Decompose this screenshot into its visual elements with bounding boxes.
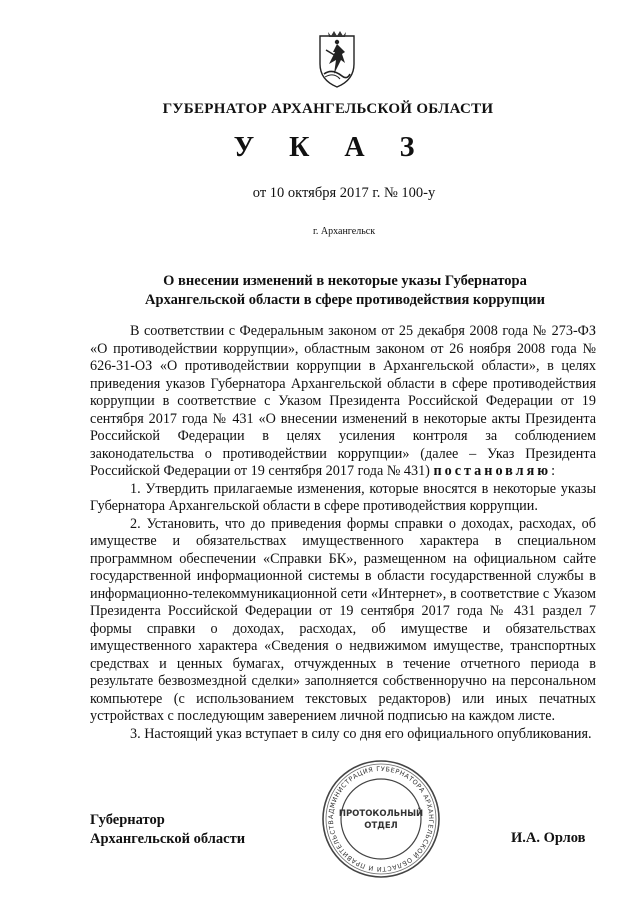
item-1: 1. Утвердить прилагаемые изменения, которые вносятся в некоторые указы Губернатора Архангельской области в сфере противодействия коррупции.: [90, 480, 596, 514]
document-subject: [100, 272, 590, 310]
stamp-center-line-2: ОТДЕЛ: [364, 821, 398, 831]
stamp-ring-text: АДМИНИСТРАЦИЯ ГУБЕРНАТОРА АРХАНГЕЛЬСКОЙ ОБЛАСТИ И ПРАВИТЕЛЬСТВ: [326, 764, 436, 874]
seal-stamp-icon: [320, 758, 442, 880]
issuer-title: ГУБЕРНАТОР АРХАНГЕЛЬСКОЙ ОБЛАСТИ: [162, 101, 494, 117]
intro-text: В соответствии с Федеральным законом от 25 декабря 2008 года № 273-ФЗ «О противодействии коррупции», областным законом от 26 ноября 2008 года № 626-31-ОЗ «О противодействии коррупции в Архангельской области», в целях приведения указов Губернатора Архангельской области в сфере противодействия коррупции в соответствие с Указом Президента Российской Федерации от 19 сентября 2017 года № 431 «О внесении изменений в некоторые акты Президента Российской Федерации в целях усиления контроля за соблюдением законодательства о противодействии коррупции» (далее – Указ Президента Российской Федерации от 19 сентября 2017 года № 431): [90, 323, 596, 479]
coat-of-arms-emblem-icon: [314, 30, 360, 90]
document-city: г. Архангельск: [312, 226, 376, 237]
decree-colon: :: [551, 463, 556, 479]
document-type-title: У К А З: [233, 132, 429, 163]
subject-line-1: О внесении изменений в некоторые указы Губернатора: [163, 273, 527, 289]
signatory-position-line-2: Архангельской области: [90, 831, 246, 847]
item-3: 3. Настоящий указ вступает в силу со дня его официального опубликования.: [130, 725, 592, 742]
signatory-position-line-1: Губернатор: [90, 812, 165, 828]
item-2: 2. Установить, что до приведения формы справки о доходах, расходах, об имуществе и обязательствах имущественного характера в специальном программном обеспечении «Справки БК», размещенном на официальном сайте государственной информационной системы в области государственной службы в информационно-телекоммуникационной сети «Интернет», в соответствие с Указом Президента Российской Федерации от 19 сентября 2017 года № 431 раздел 7 формы справки о доходах, расходах, об имуществе и обязательствах имущественного характера «Сведения о недвижимом имуществе, транспортных средствах и ценных бумагах, отчужденных в течение отчетного периода в результате безвозмездной сделки» заполняется собственноручно на персональном компьютере (с использованием текстовых редакторов) или иных печатных устройствах с последующим заверением личной подписью на каждом листе.: [90, 515, 596, 724]
signatory-name: И.А. Орлов: [511, 830, 586, 846]
intro-paragraph: [90, 323, 596, 481]
decree-word: постановляю: [433, 463, 552, 479]
stamp-center-line-1: ПРОТОКОЛЬНЫЙ: [338, 809, 424, 819]
document-date-number: от 10 октября 2017 г. № 100-у: [252, 185, 436, 201]
subject-line-2: Архангельской области в сфере противодействия коррупции: [145, 292, 545, 308]
document-body: [90, 323, 596, 743]
signatory-position: [90, 811, 245, 849]
